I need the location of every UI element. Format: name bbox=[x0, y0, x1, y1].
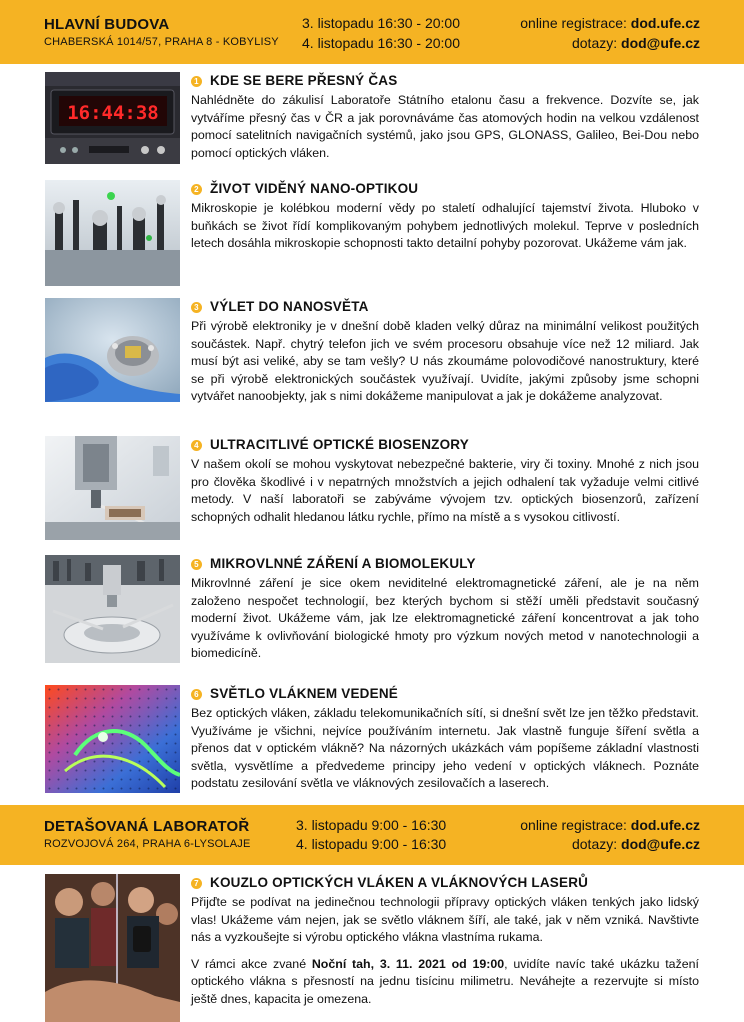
item-description: Přijďte se podívat na jedinečnou technologii přípravy optických vláken tenkých jako lidský vlas! Ukážeme vám nejen, jak se světlo vláknem šíří, ale také, jak v něm vzniká. Navštivte nás a vyzkoušejte si výrobu optického vlákna vlastníma rukama. bbox=[191, 895, 699, 945]
band-date-1: 3. listopadu 16:30 - 20:00 bbox=[302, 15, 461, 31]
questions-label: dotazy: bbox=[571, 35, 622, 51]
main-building-band bbox=[0, 0, 744, 64]
item-description: Bez optických vláken, základu telekomunikačních sítí, si dnešní svět lze jen těžko představit. Využíváme je všichni, nejvíce používáním internetu. Jak vlastně funguje šíření světla a přenos dat v optickém vlákně? Na názorných ukázkách vám popíšeme základní vlastnosti světla, vysvětlíme a předvedeme principy jeho vedení v optických vláknech. Poznáte podstatu zesilování světla ve vláknových zesilovačích a laserech. bbox=[191, 706, 699, 791]
item-description: Mikroskopie je kolébkou moderní vědy po staletí odhalující tajemství života. Hluboko v buňkách se život řídí komplikovaným pohybem jednotlivých molekul. Teprve v posledních letech dosáhla mikroskopie schopnosti takto detailní pohyby pozorovat. Ukážeme vám jak. bbox=[191, 201, 699, 251]
microscopy-lab-photo bbox=[45, 180, 180, 286]
item-number-badge: 2 bbox=[191, 184, 202, 195]
program-item-1 bbox=[45, 72, 699, 172]
band-name: HLAVNÍ BUDOVA bbox=[44, 16, 170, 33]
item-description-night-draw bbox=[191, 956, 699, 1009]
item-title bbox=[191, 555, 699, 573]
item-title bbox=[191, 298, 699, 316]
item-text bbox=[191, 685, 699, 793]
biosensor-photo bbox=[45, 436, 180, 540]
registration-label: online registrace: bbox=[520, 817, 631, 833]
fiber-drawing-photo bbox=[45, 874, 180, 1022]
registration-line bbox=[520, 15, 700, 31]
item-number-badge: 4 bbox=[191, 440, 202, 451]
item-title-text: MIKROVLNNÉ ZÁŘENÍ A BIOMOLEKULY bbox=[210, 556, 476, 571]
item-description: Mikrovlnné záření je sice okem neviditelné elektromagnetické záření, ale je na něm založeno nespočet technologií, bez kterých bychom si stěží uměli představit současný moderní život. Ukážeme vám, jak lze elektromagnetické záření koncentrovat a jak toho využíváme k ovlivňování biologické hmoty pro výzkum nových metod v nanotechnologii a biomedicíně. bbox=[191, 576, 699, 661]
questions-line bbox=[572, 836, 700, 852]
item-text bbox=[191, 180, 699, 253]
registration-line bbox=[520, 817, 700, 833]
item-title bbox=[191, 436, 699, 454]
item-description: V našem okolí se mohou vyskytovat nebezpečné bakterie, viry či toxiny. Mnohé z nich jsou pro člověka škodlivé i v nepatrných množstvích a jejich odhalení tak vyžaduje velmi citlivé metody. V naší laboratoři se zabýváme vývojem tzv. optických biosenzorů, zařízení schopných odhalit hledanou látku rychle, přímo na místě a s vysokou citlivostí. bbox=[191, 457, 699, 524]
item-title-text: KDE SE BERE PŘESNÝ ČAS bbox=[210, 73, 398, 88]
night-draw-intro: V rámci akce zvané bbox=[191, 956, 312, 971]
clock-display: 16:44:38 bbox=[67, 102, 159, 124]
item-text bbox=[191, 72, 699, 162]
registration-link[interactable]: dod.ufe.cz bbox=[630, 15, 700, 31]
item-text bbox=[191, 555, 699, 663]
item-title bbox=[191, 180, 699, 198]
questions-email-link[interactable]: dod@ufe.cz bbox=[621, 836, 700, 852]
night-draw-details: , uvidíte navíc také ukázku tažení optického vlákna s přesností na jednu tisícinu milimetru. Neváhejte a rezervujte si místo ještě dnes, kapacita je omezena. bbox=[191, 956, 699, 1006]
item-title-text: SVĚTLO VLÁKNEM VEDENÉ bbox=[210, 686, 398, 701]
band-name: DETAŠOVANÁ LABORATOŘ bbox=[44, 818, 250, 835]
optical-fiber-photo bbox=[45, 685, 180, 793]
detached-lab-band bbox=[0, 805, 744, 865]
program-item-5 bbox=[45, 555, 699, 675]
atomic-clock-photo bbox=[45, 72, 180, 164]
microwave-lab-photo bbox=[45, 555, 180, 663]
band-date-2: 4. listopadu 9:00 - 16:30 bbox=[296, 836, 447, 852]
item-description: Při výrobě elektroniky je v dnešní době kladen velký důraz na minimální velikost použitých součástek. Např. chytrý telefon jich ve svém procesoru obsahuje více než 12 miliard. Jak musí být asi veliké, aby se tam vešly? U nás zkoumáme polovodičové nanostruktury, které se při výrobě elektronických součástek využívají. Uvidíte, jakými způsoby jsme schopni vytvářet nanoobjekty, jak s nimi dokážeme manipulovat a jak je dokážeme analyzovat. bbox=[191, 319, 699, 404]
program-item-3 bbox=[45, 298, 699, 428]
item-text bbox=[191, 436, 699, 526]
program-item-6 bbox=[45, 685, 699, 797]
item-number-badge: 1 bbox=[191, 76, 202, 87]
item-title-text: VÝLET DO NANOSVĚTA bbox=[210, 299, 369, 314]
item-title bbox=[191, 685, 699, 703]
item-title-text: ULTRACITLIVÉ OPTICKÉ BIOSENZORY bbox=[210, 437, 469, 452]
night-draw-event: Noční tah, 3. 11. 2021 od 19:00 bbox=[311, 956, 505, 971]
item-number-badge: 7 bbox=[191, 878, 202, 889]
program-item-4 bbox=[45, 436, 699, 544]
item-title bbox=[191, 874, 699, 892]
band-date-2: 4. listopadu 16:30 - 20:00 bbox=[302, 35, 461, 51]
band-address: CHABERSKÁ 1014/57, PRAHA 8 - KOBYLISY bbox=[44, 36, 279, 48]
item-description: Nahlédněte do zákulisí Laboratoře Státního etalonu času a frekvence. Dozvíte se, jak vytváříme přesný čas v ČR a jak porovnáváme čas atomových hodin na velkou vzdálenost pomocí satelitních navigačních systémů, jako jsou GPS, GLONASS, Galileo, Bei-Dou nebo pomocí optických vláken. bbox=[191, 93, 699, 160]
program-item-7 bbox=[45, 874, 699, 1022]
band-address: ROZVOJOVÁ 264, PRAHA 6-LYSOLAJE bbox=[44, 838, 251, 850]
item-text bbox=[191, 874, 699, 1009]
item-title-text: ŽIVOT VIDĚNÝ NANO-OPTIKOU bbox=[210, 181, 419, 196]
registration-label: online registrace: bbox=[520, 15, 631, 31]
registration-link[interactable]: dod.ufe.cz bbox=[630, 817, 700, 833]
nanostructure-sample-photo bbox=[45, 298, 180, 402]
questions-label: dotazy: bbox=[571, 836, 622, 852]
item-title bbox=[191, 72, 699, 90]
item-number-badge: 3 bbox=[191, 302, 202, 313]
questions-line bbox=[572, 35, 700, 51]
item-number-badge: 6 bbox=[191, 689, 202, 700]
program-item-2 bbox=[45, 180, 699, 290]
questions-email-link[interactable]: dod@ufe.cz bbox=[621, 35, 700, 51]
item-text bbox=[191, 298, 699, 406]
band-date-1: 3. listopadu 9:00 - 16:30 bbox=[296, 817, 447, 833]
item-title-text: KOUZLO OPTICKÝCH VLÁKEN A VLÁKNOVÝCH LASERŮ bbox=[210, 875, 589, 890]
item-number-badge: 5 bbox=[191, 559, 202, 570]
